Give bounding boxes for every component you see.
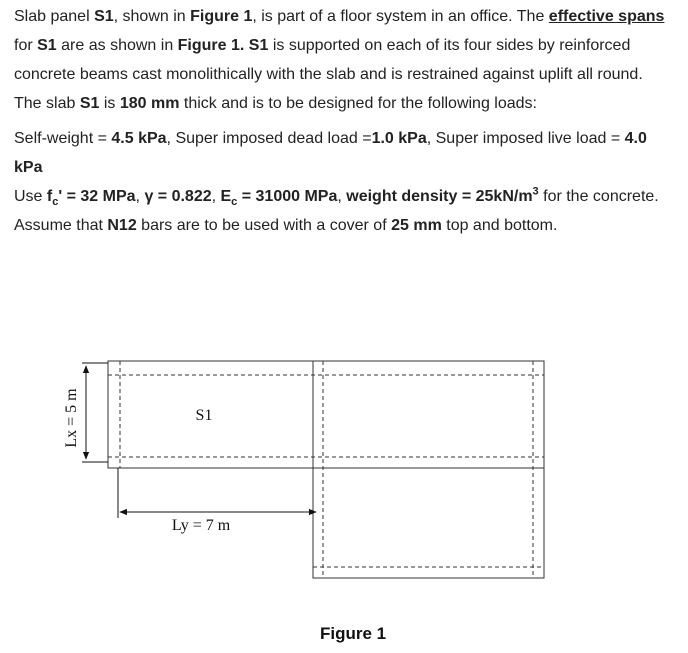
cover-value: 25 mm [391,217,442,234]
text: , Super imposed dead load = [166,130,372,147]
figure-ref: Figure 1 [190,8,253,25]
slab-ref: S1 [94,8,114,25]
text: , shown in [113,8,191,25]
slab-s1-outline [108,361,544,468]
dead-load-value: 1.0 kPa [371,130,427,147]
text: , is part of a floor system in an office. The [252,8,549,25]
self-weight-value: 4.5 kPa [111,130,167,147]
superscript: 3 [532,185,539,198]
live-load-value: 4.0 kPa [14,130,647,176]
text: for the concrete. Assume that [14,188,659,234]
gamma-value: γ = 0.822 [144,188,212,205]
text: is supported on each of its four sides by reinforced concrete beams cast monolithically with the slab and is restrained against uplift all round. The slab [14,37,643,112]
lower-panel-outline [313,468,544,578]
slab-thickness: 180 mm [119,95,180,112]
text: for [14,37,38,54]
figure-caption: Figure 1 [320,624,387,643]
bar-size: N12 [107,217,137,234]
ly-label: Ly = 7 m [171,517,231,534]
text: bars are to be used with a cover of [136,217,392,234]
value: ' = 32 MPa [58,188,136,205]
subscript: c [52,196,59,209]
text: , [337,188,347,205]
text: are as shown in [56,37,178,54]
subscript: c [231,196,238,209]
slab-ref: S1 [79,95,100,112]
figure-ref: Figure 1. [177,37,245,54]
text: top and bottom. [441,217,558,234]
slab-ref: S1 [37,37,57,54]
text: Use [14,188,47,205]
text: , [135,188,145,205]
slab-s1-label: S1 [195,407,213,424]
beam-centerlines [108,361,544,578]
text: thick and is to be designed for the following loads: [179,95,537,112]
text: , Super imposed live load = [426,130,625,147]
lx-label: Lx = 5 m [63,388,80,448]
text: Self-weight = [14,130,112,147]
symbol: E [220,188,232,205]
slab-ref: S1 [248,37,269,54]
effective-spans-term: effective spans [548,8,665,25]
value: weight density = 25kN/m [346,188,533,205]
symbol: f [46,188,53,205]
text: is [99,95,120,112]
text: , [211,188,221,205]
text: Slab panel [14,8,95,25]
value: = 31000 MPa [237,188,338,205]
